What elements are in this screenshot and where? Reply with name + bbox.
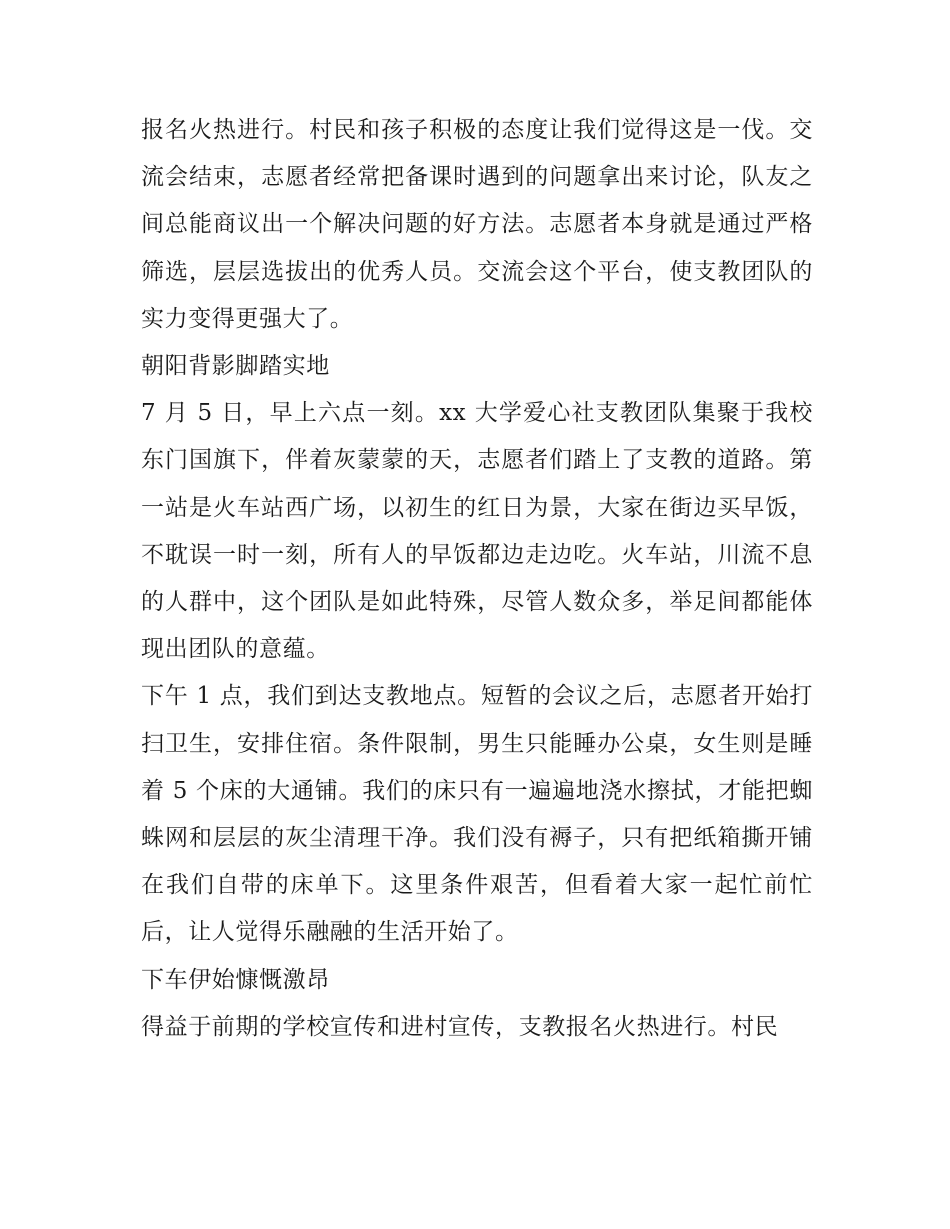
paragraph-departure: 7 月 5 日，早上六点一刻。xx 大学爱心社支教团队集聚于我校东门国旗下，伴着灰蒙蒙的天，志愿者们踏上了支教的道路。第一站是火车站西广场，以初生的红日为景，大家在街边买早饭，不耽误一时一刻，所有人的早饭都边走边吃。火车站，川流不息的人群中，这个团队是如此特殊，尽管人数众多，举足间都能体现出团队的意蕴。 <box>141 400 813 663</box>
document-body <box>141 107 813 1051</box>
paragraph-arrival: 下午 1 点，我们到达支教地点。短暂的会议之后，志愿者开始打扫卫生，安排住宿。条件限制，男生只能睡办公桌，女生则是睡着 5 个床的大通铺。我们的床只有一遍遍地浇水擦拭，才能把蜘蛛网和层层的灰尘清理干净。我们没有褥子，只有把纸箱撕开铺在我们自带的床单下。这里条件艰苦，但看着大家一起忙前忙后，让人觉得乐融融的生活开始了。 <box>141 683 813 946</box>
section-heading-morning: 朝阳背影脚踏实地 <box>141 353 330 380</box>
paragraph-exchange-meeting: 报名火热进行。村民和孩子积极的态度让我们觉得这是一伐。交流会结束，志愿者经常把备课时遇到的问题拿出来讨论，队友之间总能商议出一个解决问题的好方法。志愿者本身就是通过严格筛选，层层选拔出的优秀人员。交流会这个平台，使支教团队的实力变得更强大了。 <box>141 117 813 332</box>
paragraph-registration: 得益于前期的学校宣传和进村宣传，支教报名火热进行。村民 <box>141 1013 779 1040</box>
section-heading-getting-off: 下车伊始慷慨激昂 <box>141 966 330 993</box>
